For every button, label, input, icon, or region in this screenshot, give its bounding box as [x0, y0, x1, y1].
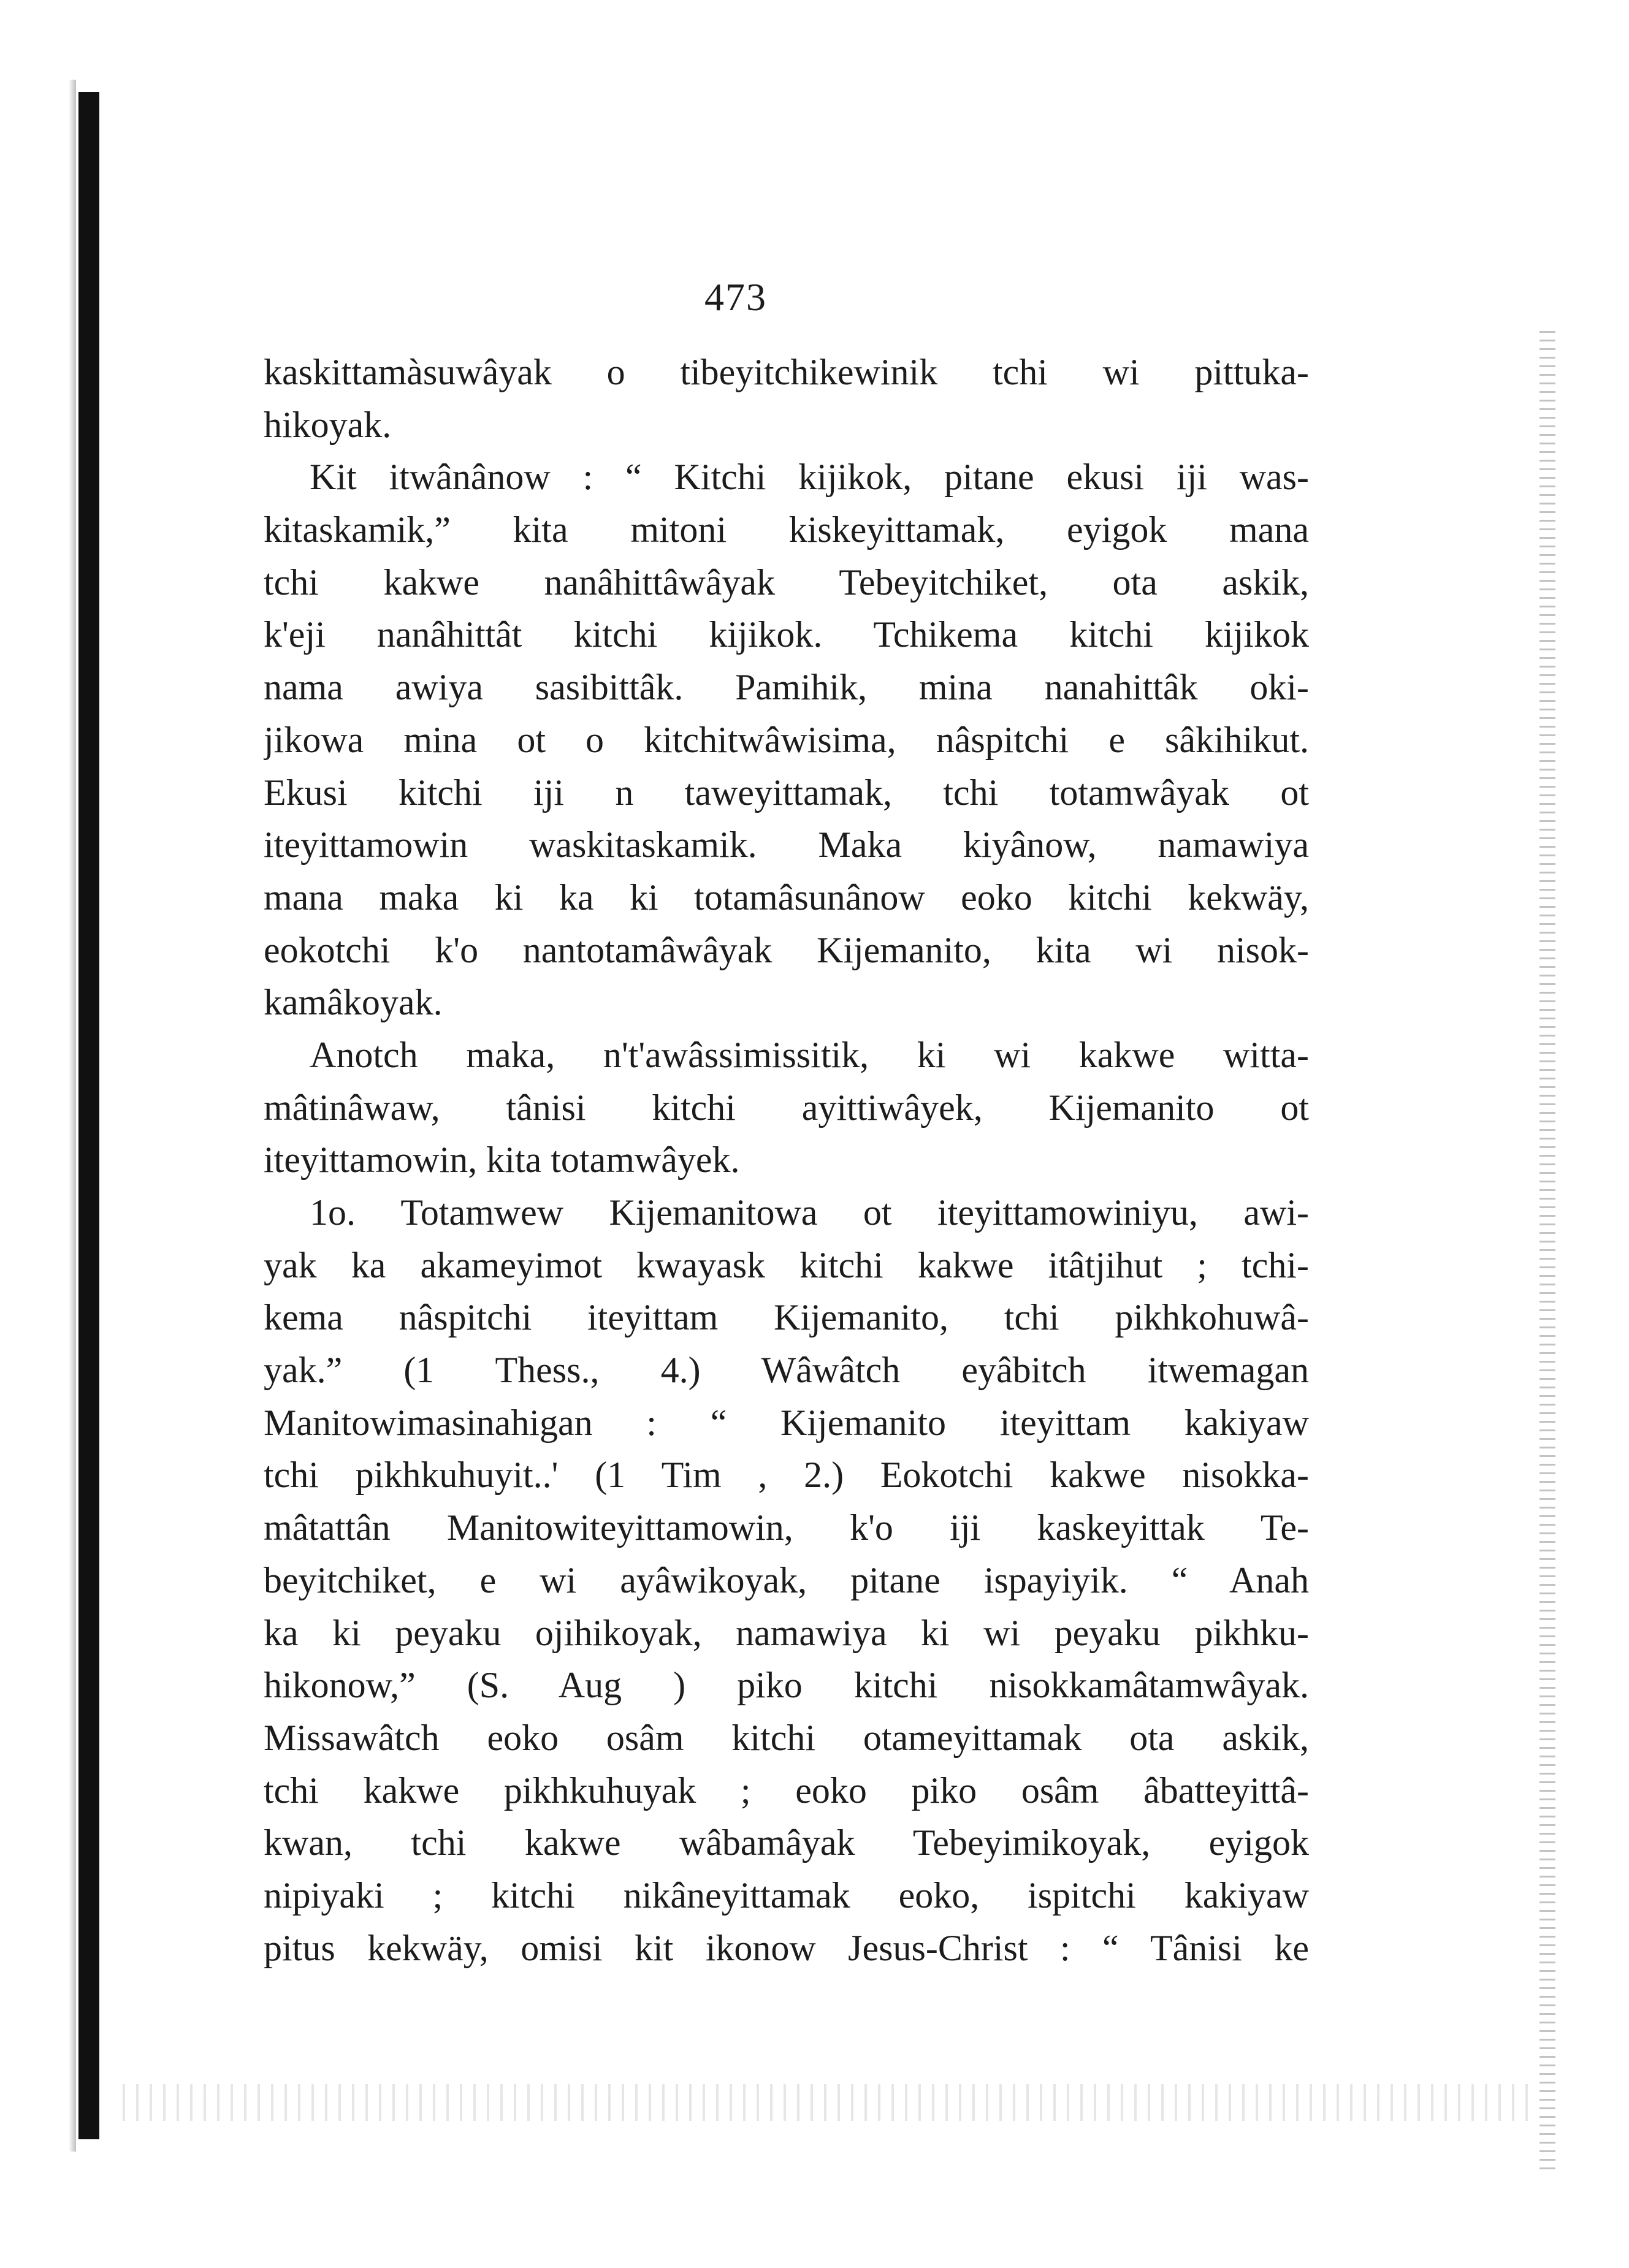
text-line: k'eji nanâhittât kitchi kijikok. Tchikema kitchi kijikok	[264, 614, 1309, 655]
text-line: mâtinâwaw, tânisi kitchi ayittiwâyek, Kijemanito ot	[264, 1087, 1309, 1128]
text-line: yak ka akameyimot kwayask kitchi kakwe itâtjihut ; tchi-	[264, 1244, 1309, 1285]
text-line: nipiyaki ; kitchi nikâneyittamak eoko, ispitchi kakiyaw	[264, 1874, 1309, 1916]
text-line: Ekusi kitchi iji n taweyittamak, tchi totamwâyak ot	[264, 772, 1309, 813]
spine-shadow	[69, 80, 76, 2152]
text-line: Missawâtch eoko osâm kitchi otameyittamak ota askik,	[264, 1717, 1309, 1758]
text-line: tchi kakwe nanâhittâwâyak Tebeyitchiket, ota askik,	[264, 561, 1309, 603]
text-line: hikonow,” (S. Aug ) piko kitchi nisokkamâtamwâyak.	[264, 1665, 1309, 1706]
text-line: kwan, tchi kakwe wâbamâyak Tebeyimikoyak, eyigok	[264, 1822, 1309, 1863]
text-line: kamâkoyak.	[264, 982, 443, 1023]
text-line: iteyittamowin, kita totamwâyek.	[264, 1140, 740, 1181]
text-line: iteyittamowin waskitaskamik. Maka kiyânow, namawiya	[264, 824, 1309, 866]
text-line: pitus kekwäy, omisi kit ikonow Jesus-Christ : “ Tânisi ke	[264, 1927, 1309, 1968]
text-line: tchi kakwe pikhkuhuyak ; eoko piko osâm âbatteyittâ-	[264, 1770, 1309, 1811]
text-line: beyitchiket, e wi ayâwikoyak, pitane ispayiyik. “ Anah	[264, 1559, 1309, 1600]
text-line: jikowa mina ot o kitchitwâwisima, nâspitchi e sâkihikut.	[264, 719, 1309, 760]
text-line: mana maka ki ka ki totamâsunânow eoko kitchi kekwäy,	[264, 877, 1309, 918]
text-line: nama awiya sasibittâk. Pamihik, mina nanahittâk oki-	[264, 667, 1309, 708]
text-line: kaskittamàsuwâyak o tibeyitchikewinik tchi wi pittukа-	[264, 352, 1309, 392]
text-line: kema nâspitchi iteyittam Kijemanito, tchi pikhkohuwâ-	[264, 1297, 1309, 1338]
text-line: eokotchi k'o nantotamâwâyak Kijemanito, kita wi nisok-	[264, 929, 1309, 970]
text-line: 1o. Totamwew Kijemanitowa ot iteyittamowiniyu, awi-	[310, 1192, 1309, 1233]
text-line: Manitowimasinahigan : “ Kijemanito iteyittam kakiyaw	[264, 1402, 1309, 1443]
text-line: yak.” (1 Thess., 4.) Wâwâtch eyâbitch itwemagan	[264, 1350, 1309, 1391]
text-line: tchi pikhkuhuyit..' (1 Tim , 2.) Eokotchi kakwe nisokka-	[264, 1455, 1309, 1496]
text-line: ka ki peyaku ojihikoyak, namawiya ki wi peyaku pikhku-	[264, 1612, 1309, 1653]
text-line: Kit itwânânow : “ Kitchi kijikok, pitane ekusi iji was-	[310, 457, 1309, 498]
page-number: 473	[704, 275, 767, 319]
text-line: kitaskamik,” kita mitoni kiskeyittamak, eyigok mana	[264, 509, 1309, 550]
body-text	[264, 346, 1309, 1974]
text-line: Anotch maka, n't'awâssimissitik, ki wi kakwe witta-	[310, 1034, 1309, 1075]
scan-noise	[123, 2084, 1533, 2121]
text-line: hikoyak.	[264, 404, 392, 445]
page-edge-noise	[1539, 331, 1555, 2170]
book-spine-edge	[78, 92, 99, 2139]
text-line: mâtattân Manitowiteyittamowin, k'o iji kaskeyittak Te-	[264, 1507, 1309, 1548]
